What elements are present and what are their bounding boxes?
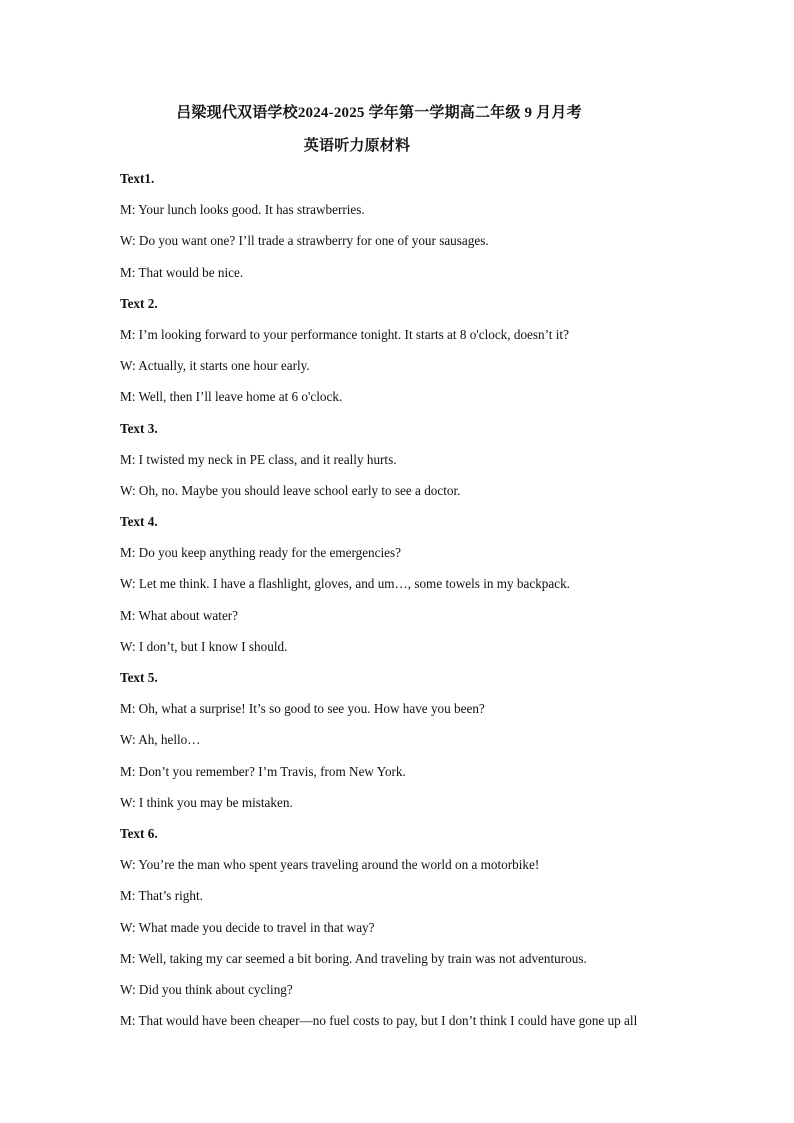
dialogue-line: W: You’re the man who spent years traveling around the world on a motorbike! — [120, 857, 540, 873]
dialogue-line: M: Your lunch looks good. It has strawberries. — [120, 202, 365, 218]
dialogue-line: M: That would be nice. — [120, 264, 244, 280]
dialogue-line: W: Let me think. I have a flashlight, gloves, and um…, some towels in my backpack. — [120, 576, 570, 592]
document-title: 吕梁现代双语学校2024-2025 学年第一学期高二年级 9 月月考 — [176, 105, 582, 121]
dialogue-line: W: I don’t, but I know I should. — [120, 638, 288, 654]
dialogue-line: M: Do you keep anything ready for the emergencies? — [120, 545, 401, 561]
section-heading: Text 2. — [120, 295, 158, 311]
section-heading: Text 4. — [120, 514, 158, 530]
dialogue-line: W: I think you may be mistaken. — [120, 794, 293, 810]
dialogue-line: M: I twisted my neck in PE class, and it really hurts. — [120, 451, 397, 467]
dialogue-line: M: That’s right. — [120, 888, 203, 904]
dialogue-line: W: What made you decide to travel in that way? — [120, 919, 375, 935]
dialogue-line: W: Oh, no. Maybe you should leave school early to see a doctor. — [120, 482, 461, 498]
dialogue-line: M: That would have been cheaper—no fuel costs to pay, but I don’t think I could have gone up all — [120, 1013, 638, 1029]
dialogue-line: M: Oh, what a surprise! It’s so good to see you. How have you been? — [120, 701, 485, 717]
dialogue-line: M: Well, taking my car seemed a bit boring. And traveling by train was not adventurous. — [120, 950, 587, 966]
section-heading: Text 3. — [120, 420, 158, 436]
dialogue-line: W: Actually, it starts one hour early. — [120, 358, 310, 374]
section-heading: Text 6. — [120, 825, 158, 841]
dialogue-line: W: Do you want one? I’ll trade a strawberry for one of your sausages. — [120, 233, 489, 249]
dialogue-line: W: Did you think about cycling? — [120, 981, 293, 997]
dialogue-line: M: Don’t you remember? I’m Travis, from New York. — [120, 763, 406, 779]
dialogue-line: M: I’m looking forward to your performance tonight. It starts at 8 o'clock, doesn’t it? — [120, 326, 569, 342]
dialogue-line: M: What about water? — [120, 607, 239, 623]
section-heading: Text1. — [120, 171, 155, 186]
dialogue-line: W: Ah, hello… — [120, 732, 201, 748]
dialogue-line: M: Well, then I’ll leave home at 6 o'clock. — [120, 389, 343, 405]
section-heading: Text 5. — [120, 670, 158, 685]
document-subtitle: 英语听力原材料 — [303, 138, 411, 154]
transcript-body — [120, 163, 720, 1036]
